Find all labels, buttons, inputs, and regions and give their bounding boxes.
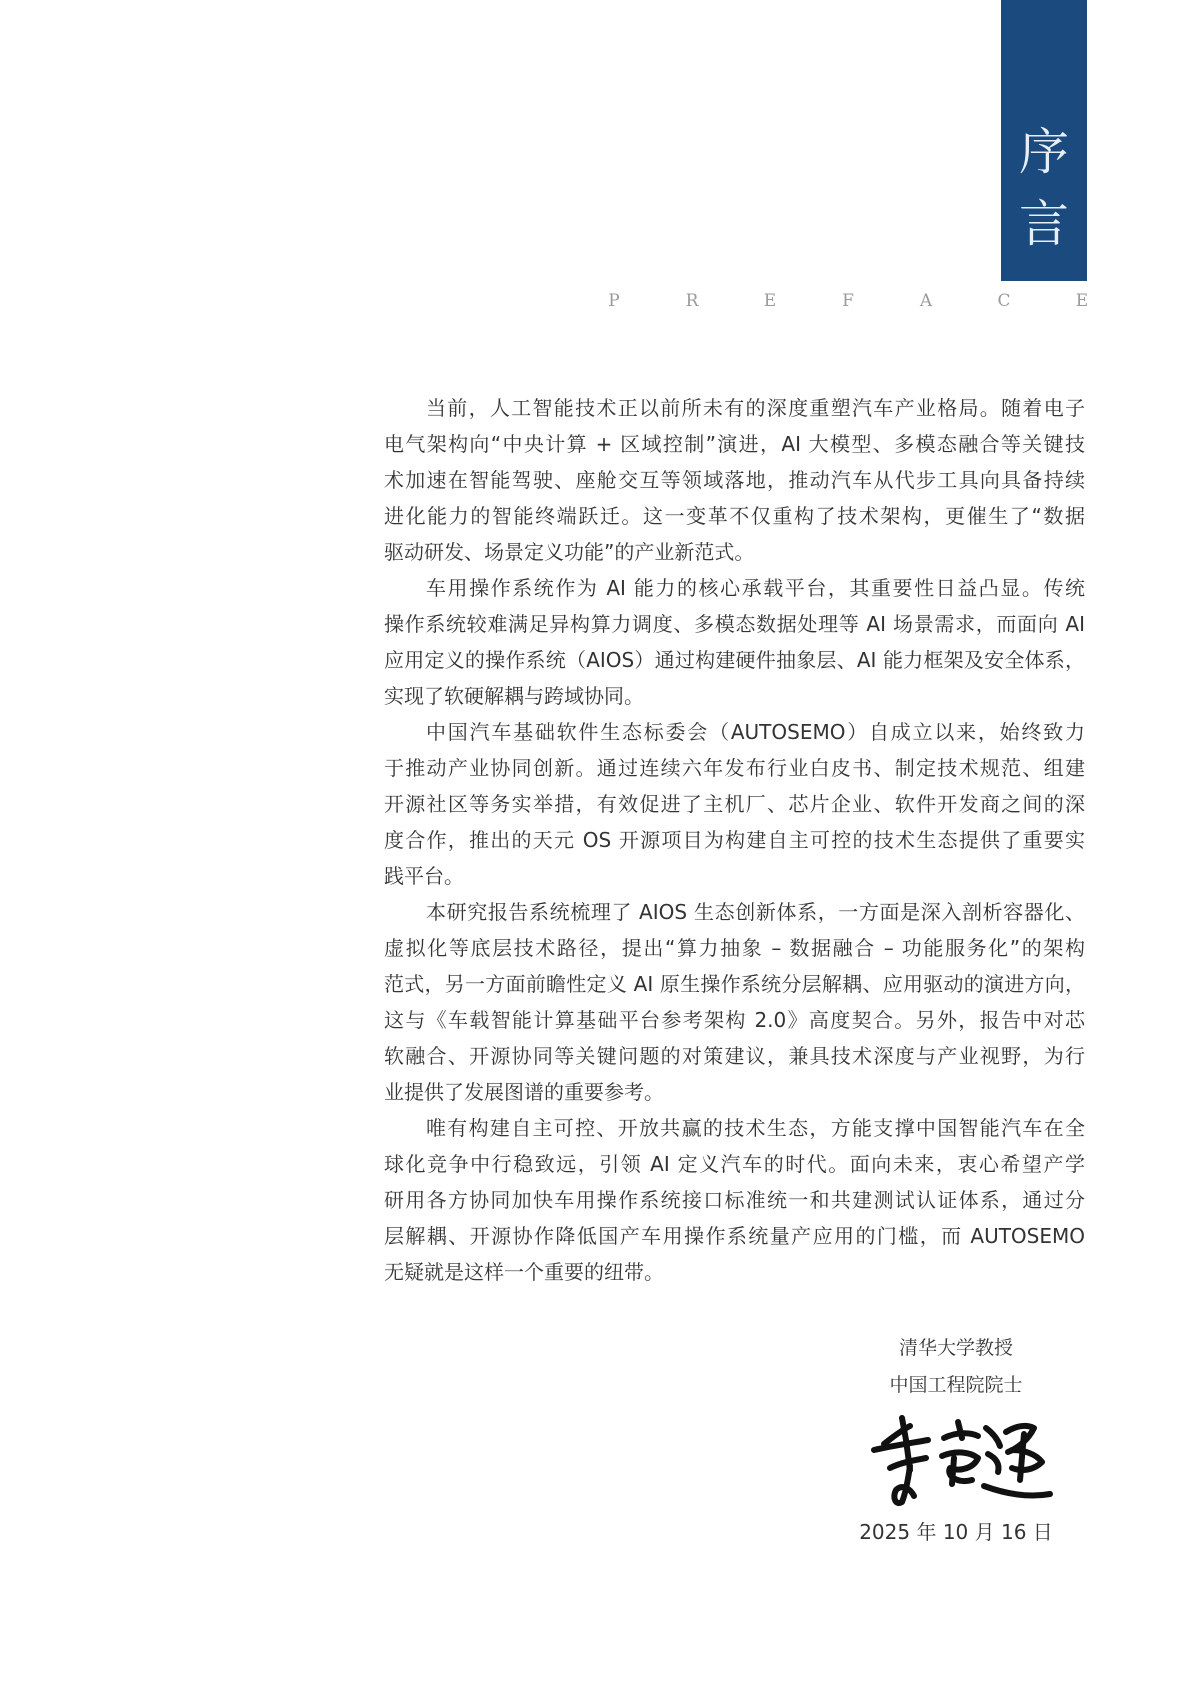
section-subtitle	[600, 290, 1094, 314]
paragraph	[384, 572, 1085, 716]
text-line: 虚拟化等底层技术路径，提出“算力抽象 – 数据融合 – 功能服务化”的架构	[384, 936, 1085, 960]
subtitle-letter: R	[685, 291, 699, 311]
text-line: 进化能力的智能终端跃迁。这一变革不仅重构了技术架构，更催生了“数据	[384, 504, 1085, 528]
text-line: 层解耦、开源协作降低国产车用操作系统量产应用的门槛，而 AUTOSEMO	[384, 1224, 1085, 1248]
text-line: 度合作，推出的天元 OS 开源项目为构建自主可控的技术生态提供了重要实	[384, 828, 1085, 852]
text-line: 操作系统较难满足异构算力调度、多模态数据处理等 AI 场景需求，而面向 AI	[384, 612, 1085, 636]
text-line: 中国汽车基础软件生态标委会（AUTOSEMO）自成立以来，始终致力	[426, 720, 1085, 744]
signature-icon	[866, 1410, 1056, 1510]
paragraph	[384, 896, 1085, 1112]
subtitle-letter: C	[997, 291, 1011, 311]
text-line: 研用各方协同加快车用操作系统接口标准统一和共建测试认证体系，通过分	[384, 1188, 1085, 1212]
paragraph	[384, 392, 1085, 572]
text-line: 当前，人工智能技术正以前所未有的深度重塑汽车产业格局。随着电子	[426, 396, 1085, 420]
preface-body	[384, 392, 1085, 1292]
paragraph	[384, 716, 1085, 896]
text-line: 范式，另一方面前瞻性定义 AI 原生操作系统分层解耦、应用驱动的演进方向，	[384, 972, 1085, 996]
text-line: 实现了软硬解耦与跨域协同。	[384, 684, 644, 708]
text-line: 球化竞争中行稳致远，引领 AI 定义汽车的时代。面向未来，衷心希望产学	[384, 1152, 1085, 1176]
section-title-bar	[1001, 0, 1087, 281]
text-line: 驱动研发、场景定义功能”的产业新范式。	[384, 540, 755, 564]
text-line: 践平台。	[384, 864, 464, 888]
author-title: 中国工程院院士	[889, 1374, 1023, 1396]
text-line: 车用操作系统作为 AI 能力的核心承载平台，其重要性日益凸显。传统	[426, 576, 1085, 600]
text-line: 本研究报告系统梳理了 AIOS 生态创新体系，一方面是深入剖析容器化、	[426, 900, 1085, 924]
text-line: 这与《车载智能计算基础平台参考架构 2.0》高度契合。另外，报告中对芯	[384, 1008, 1085, 1032]
text-line: 业提供了发展图谱的重要参考。	[384, 1080, 664, 1104]
subtitle-letter: A	[919, 291, 933, 311]
text-line: 电气架构向“中央计算 + 区域控制”演进，AI 大模型、多模态融合等关键技	[384, 432, 1085, 456]
text-line: 无疑就是这样一个重要的纽带。	[384, 1260, 664, 1284]
text-line: 术加速在智能驾驶、座舱交互等领域落地，推动汽车从代步工具向具备持续	[384, 468, 1085, 492]
section-title-char: 言	[1019, 195, 1069, 253]
subtitle-letter: E	[763, 291, 777, 311]
section-title-char: 序	[1019, 123, 1069, 181]
subtitle-letter: P	[608, 291, 620, 311]
text-line: 应用定义的操作系统（AIOS）通过构建硬件抽象层、AI 能力框架及安全体系，	[384, 648, 1085, 672]
text-line: 唯有构建自主可控、开放共赢的技术生态，方能支撑中国智能汽车在全	[426, 1116, 1085, 1140]
signoff-date: 2025 年 10 月 16 日	[859, 1520, 1053, 1544]
text-line: 软融合、开源协同等关键问题的对策建议，兼具技术深度与产业视野，为行	[384, 1044, 1085, 1068]
author-affiliation: 清华大学教授	[898, 1337, 1013, 1359]
text-line: 开源社区等务实举措，有效促进了主机厂、芯片企业、软件开发商之间的深	[384, 792, 1085, 816]
paragraph	[384, 1112, 1085, 1292]
text-line: 于推动产业协同创新。通过连续六年发布行业白皮书、制定技术规范、组建	[384, 756, 1085, 780]
subtitle-letter: F	[842, 291, 854, 311]
subtitle-letter: E	[1075, 291, 1089, 311]
